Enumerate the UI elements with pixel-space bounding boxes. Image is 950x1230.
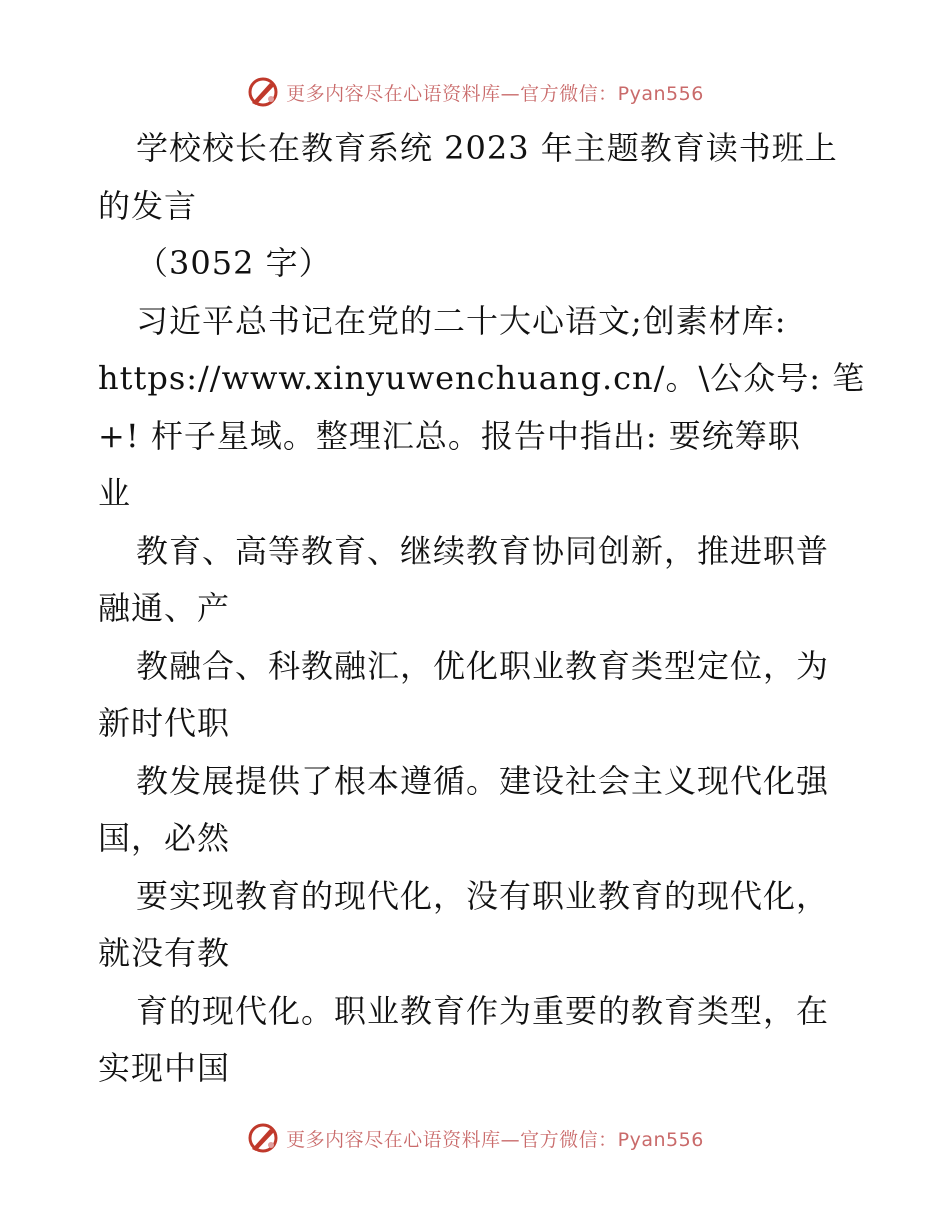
paragraph-line: https://www.xinyuwenchuang.cn/。\公众号: 笔 [98,359,866,397]
paragraph-line: 教发展提供了根本遵循。建设社会主义现代化强 [136,761,830,800]
paragraph-line: 教育、高等教育、继续教育协同创新，推进职普 [136,531,830,570]
paragraph-line: 实现中国 [98,1049,231,1087]
paragraph-line: 教融合、科教融汇，优化职业教育类型定位，为 [136,646,830,685]
paragraph-line: 育的现代化。职业教育作为重要的教育类型，在 [136,991,830,1030]
paragraph-line: 国，必然 [98,819,231,857]
paragraph-line: 就没有教 [98,934,231,972]
header-watermark [0,72,950,112]
document-body [98,120,866,1098]
doc-title-line-1: 学校校长在教育系统 2023 年主题教育读书班上 [136,129,838,167]
paragraph-line: +! 杆子星域。整理汇总。报告中指出: 要统筹职 [98,416,801,455]
footer-watermark [0,1118,950,1158]
watermark-text: 更多内容尽在心语资料库—官方微信：Pyan556 [286,82,704,105]
watermark-text: 更多内容尽在心语资料库—官方微信：Pyan556 [286,1128,704,1151]
word-count: （3052 字） [136,244,332,282]
red-pen-logo-icon [246,75,280,109]
paragraph-line: 习近平总书记在党的二十大心语文;创素材库: [136,301,787,340]
paragraph-line: 新时代职 [98,704,231,742]
doc-title-line-2: 的发言 [98,186,198,225]
paragraph-line: 要实现教育的现代化，没有职业教育的现代化， [136,876,830,915]
red-pen-logo-icon [246,1121,280,1155]
paragraph-line: 融通、产 [98,589,231,627]
paragraph-line: 业 [98,474,132,512]
